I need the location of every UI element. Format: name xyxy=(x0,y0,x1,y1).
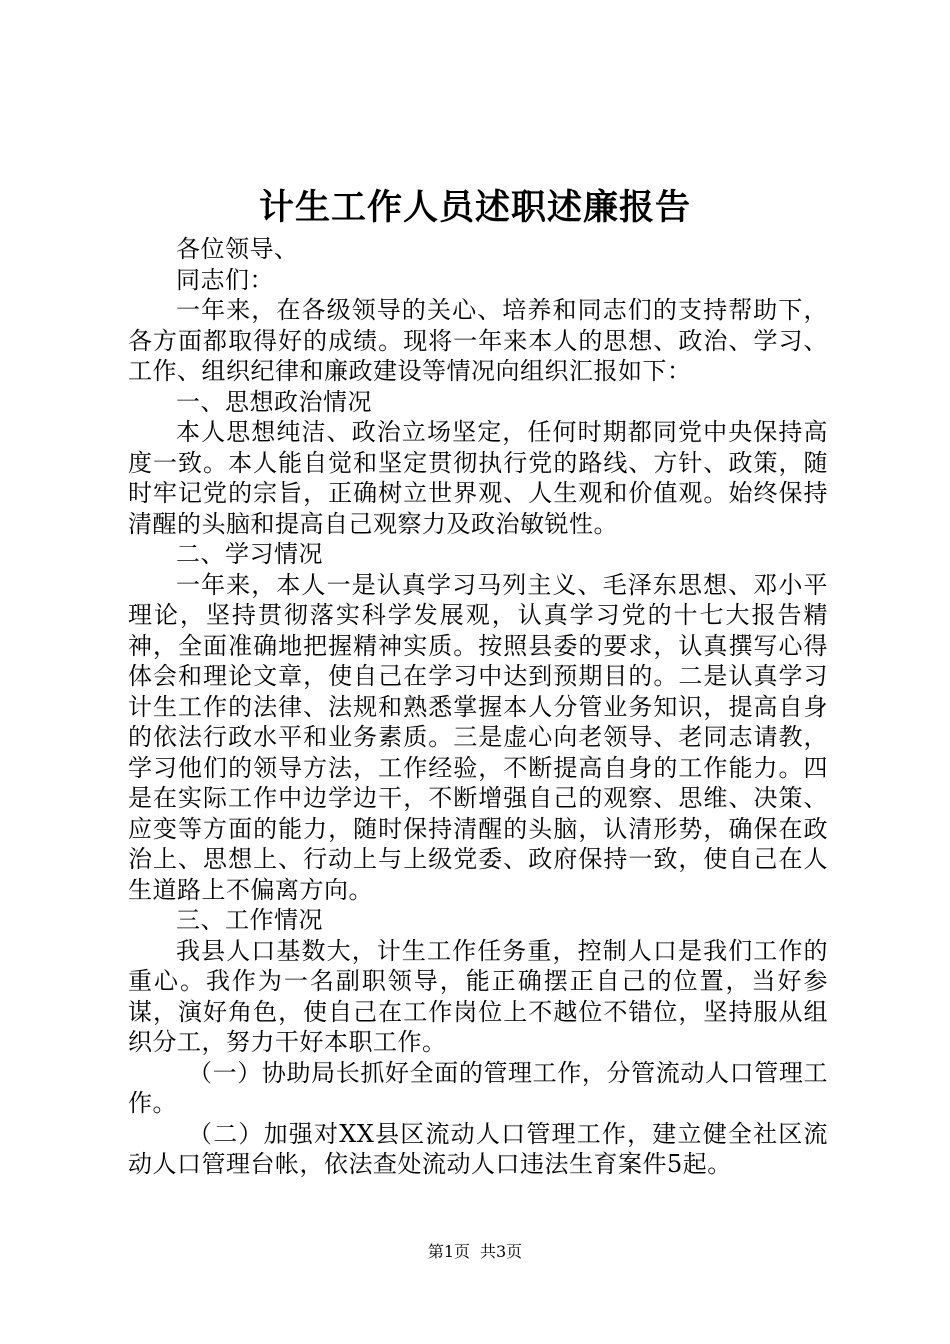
document-body xyxy=(128,234,828,1180)
salutation-comrades: 同志们： xyxy=(176,265,274,294)
page-footer xyxy=(0,1242,950,1262)
document-title: 计生工作人员述职述廉报告 xyxy=(258,187,691,228)
work-item-1: （一）协助局长抓好全面的管理工作，分管流动人口管理工作。 xyxy=(128,1058,828,1117)
intro-paragraph: 一年来，在各级领导的关心、培养和同志们的支持帮助下，各方面都取得好的成绩。现将一年来本人的思想、政治、学习、工作、组织纪律和廉政建设等情况向组织汇报如下： xyxy=(128,296,828,385)
page-total: 共3页 xyxy=(480,1242,523,1261)
page-number: 第1页 xyxy=(427,1242,470,1261)
ideology-paragraph: 本人思想纯洁、政治立场坚定，任何时期都同党中央保持高度一致。本人能自觉和坚定贯彻执行党的路线、方针、政策，随时牢记党的宗旨，正确树立世界观、人生观和价值观。始终保持清醒的头脑和提高自己观察力及政治敏锐性。 xyxy=(128,418,828,538)
salutation-leaders: 各位领导、 xyxy=(176,235,299,263)
section-heading-ideology: 一、思想政治情况 xyxy=(176,387,372,416)
work-paragraph: 我县人口基数大，计生工作任务重，控制人口是我们工作的重心。我作为一名副职领导，能正确摆正自己的位置，当好参谋，演好角色，使自己在工作岗位上不越位不错位，坚持服从组织分工，努力干好本职工作。 xyxy=(128,936,828,1056)
section-heading-work: 三、工作情况 xyxy=(176,906,323,934)
study-paragraph: 一年来，本人一是认真学习马列主义、毛泽东思想、邓小平理论，坚持贯彻落实科学发展观，认真学习党的十七大报告精神，全面准确地把握精神实质。按照县委的要求，认真撰写心得体会和理论文章，使自己在学习中达到预期目的。二是认真学习计生工作的法律、法规和熟悉掌握本人分管业务知识，提高自身的依法行政水平和业务素质。三是虚心向老领导、老同志请教，学习他们的领导方法，工作经验，不断提高自身的工作能力。四是在实际工作中边学边干，不断增强自己的观察、思维、决策、应变等方面的能力，随时保持清醒的头脑，认清形势，确保在政治上、思想上、行动上与上级党委、政府保持一致，使自己在人生道路上不偏离方向。 xyxy=(128,570,828,904)
section-heading-study: 二、学习情况 xyxy=(176,540,323,568)
work-item-2: （二）加强对XX县区流动人口管理工作，建立健全社区流动人口管理台帐，依法查处流动人口违法生育案件5起。 xyxy=(128,1119,828,1178)
